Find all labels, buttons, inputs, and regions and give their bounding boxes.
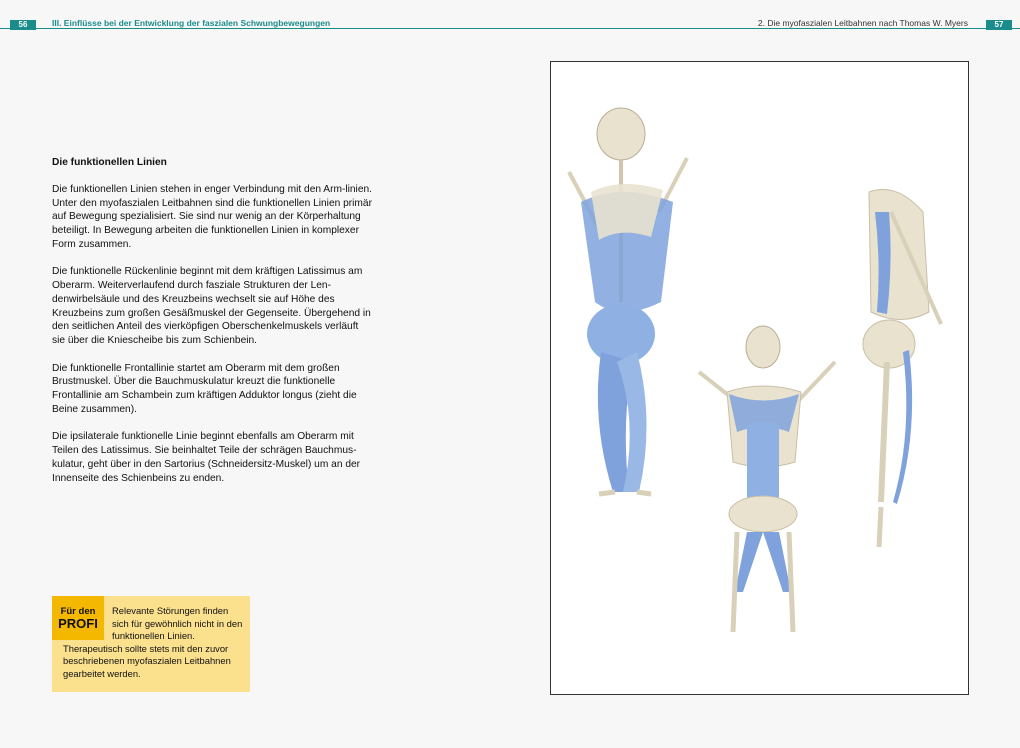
section-heading: Die funktionellen Linien bbox=[52, 157, 167, 168]
profi-badge-line1: Für den bbox=[60, 606, 96, 617]
paragraph-3: Die funktionelle Frontallinie startet am Oberarm mit dem großen Brustmuskel. Über die Bauchmuskulatur kreuzt die funktionelle Frontallinie am Schambein zum kräftigen Adduktor longus (zieht die Beine zusammen). bbox=[52, 362, 357, 415]
figure-front-view bbox=[699, 326, 835, 632]
page-number-left: 56 bbox=[10, 20, 36, 30]
running-head-right: 2. Die myofaszialen Leitbahnen nach Thomas W. Myers bbox=[757, 18, 968, 28]
anatomy-figure bbox=[550, 61, 969, 695]
main-text bbox=[52, 156, 372, 499]
figure-back-view bbox=[569, 108, 687, 494]
paragraph-1: Die funktionellen Linien stehen in enger Verbindung mit den Arm-linien. Unter den myofaszialen Leitbahnen sind die funktionellen Linien primär auf Bewegung spezialisiert. Sie sind nur wenig an der Körperhaltung beteiligt. In Bewegung arbeiten die funktionellen Linien in komplexer Form zusammen. bbox=[52, 183, 372, 250]
running-head-left: III. Einflüsse bei der Entwicklung der faszialen Schwungbewegungen bbox=[52, 18, 331, 28]
paragraph-4: Die ipsilaterale funktionelle Linie beginnt ebenfalls am Oberarm mit Teilen des Latissimus. Sie beinhaltet Teile der schrägen Bauchmus-kulatur, geht über in den Sartorius (Schneidersitz-Muskel) um an der Innenseite des Schienbeins zu enden. bbox=[52, 431, 361, 484]
header-rule bbox=[0, 28, 1020, 29]
paragraph-2: Die funktionelle Rückenlinie beginnt mit dem kräftigen Latissimus am Oberarm. Weiterverlaufend durch fasziale Strukturen der Len-denwirbelsäule und des Kreuzbeins wechselt sie auf Höhe des Kreuzbeins zum großen Gesäßmuskel der Gegenseite. Übergehend in den seitlichen Anteil des vierköpfigen Oberschenkelmuskels verläuft sie über die Kniescheibe bis zum Schienbein. bbox=[52, 266, 371, 347]
page-number-right: 57 bbox=[986, 20, 1012, 30]
anatomy-illustration bbox=[551, 62, 968, 694]
figure-side-view bbox=[863, 190, 941, 548]
profi-text-indented: Relevante Störungen finden sich für gewöhnlich nicht in den funktionellen Linien. bbox=[112, 605, 243, 642]
profi-text-full: Therapeutisch sollte stets mit den zuvor beschriebenen myofaszialen Leitbahnen gearbeitet werden. bbox=[63, 642, 231, 679]
profi-badge-line2: PROFI bbox=[58, 616, 98, 631]
profi-box bbox=[52, 596, 250, 692]
profi-text bbox=[63, 605, 245, 681]
